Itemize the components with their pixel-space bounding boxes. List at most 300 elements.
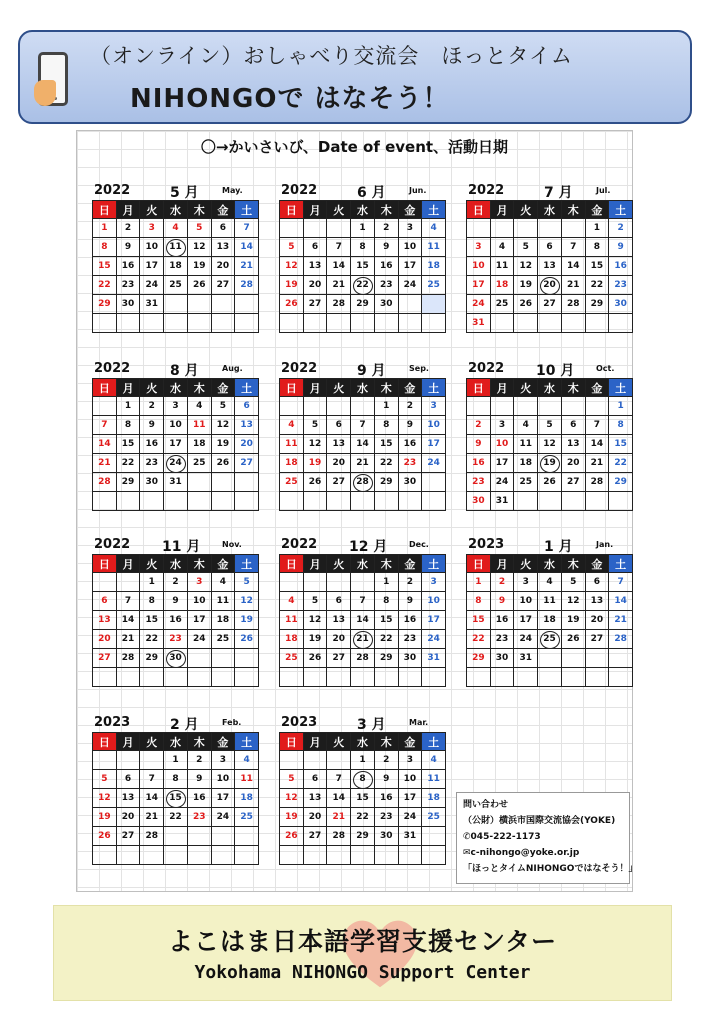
calendar-day: 12 (304, 435, 328, 454)
calendar-day: 11 (538, 592, 562, 611)
calendar-day: 2 (117, 219, 141, 238)
empty-day (164, 314, 188, 333)
calendar-day: 21 (235, 257, 259, 276)
calendar-day: 19 (562, 611, 586, 630)
calendar-day: 26 (304, 649, 328, 668)
month-english: Jul. (596, 186, 611, 195)
calendar-day: 15 (351, 257, 375, 276)
calendar-day: 8 (586, 238, 610, 257)
calendar-day: 23 (375, 276, 399, 295)
empty-day (538, 219, 562, 238)
calendar-day: 18 (491, 276, 515, 295)
calendar-day: 18 (188, 435, 212, 454)
calendar-day: 20 (304, 808, 328, 827)
month-calendar (466, 182, 633, 333)
calendar-legend-title: 〇→かいさいび、Date of event、活動日期 (200, 138, 509, 156)
weekday-header: 月 (304, 201, 328, 219)
calendar-day: 7 (562, 238, 586, 257)
calendar-day: 4 (280, 592, 304, 611)
calendar-day: 6 (562, 416, 586, 435)
calendar-day: 17 (164, 435, 188, 454)
calendar-day: 2 (188, 751, 212, 770)
empty-day (212, 649, 236, 668)
empty-day (375, 492, 399, 511)
contact-note: 「ほっとタイムNIHONGOではなそう！」 (463, 864, 638, 874)
calendar-day: 9 (375, 770, 399, 789)
calendar-day: 23 (140, 454, 164, 473)
event-day: 8 (351, 770, 375, 789)
empty-day (304, 573, 328, 592)
calendar-day: 22 (117, 454, 141, 473)
calendar-day: 29 (140, 649, 164, 668)
event-day: 22 (351, 276, 375, 295)
empty-day (117, 751, 141, 770)
calendar-day: 22 (164, 808, 188, 827)
calendar-day: 5 (188, 219, 212, 238)
empty-day (399, 846, 423, 865)
calendar-day: 24 (140, 276, 164, 295)
calendar-day: 3 (399, 219, 423, 238)
calendar-day: 24 (514, 630, 538, 649)
calendar-day: 8 (117, 416, 141, 435)
weekday-header: 月 (304, 733, 328, 751)
empty-day (609, 492, 633, 511)
calendar-day: 29 (467, 649, 491, 668)
empty-day (280, 397, 304, 416)
calendar-day: 30 (399, 473, 423, 492)
calendar-day: 4 (280, 416, 304, 435)
calendar-day: 24 (212, 808, 236, 827)
weekday-header: 木 (188, 201, 212, 219)
empty-day (327, 751, 351, 770)
month-header (92, 360, 259, 378)
calendar-day: 17 (491, 454, 515, 473)
month-header (466, 182, 633, 200)
calendar-day: 23 (399, 630, 423, 649)
weekday-header: 金 (586, 379, 610, 397)
calendar-day: 4 (514, 416, 538, 435)
calendar-day: 13 (327, 435, 351, 454)
weekday-header: 木 (188, 379, 212, 397)
month-year: 2022 (281, 361, 318, 376)
empty-day (164, 668, 188, 687)
empty-day (514, 492, 538, 511)
empty-day (93, 397, 117, 416)
calendar-day: 3 (188, 573, 212, 592)
empty-day (375, 668, 399, 687)
contact-heading: 問い合わせ (463, 800, 509, 810)
weekday-header: 日 (93, 555, 117, 573)
empty-day (117, 314, 141, 333)
calendar-day: 25 (491, 295, 515, 314)
calendar-day: 21 (117, 630, 141, 649)
empty-day (164, 295, 188, 314)
calendar-day: 9 (188, 770, 212, 789)
empty-day (351, 668, 375, 687)
empty-day (235, 295, 259, 314)
calendar-day: 7 (586, 416, 610, 435)
weekday-header: 月 (117, 379, 141, 397)
calendar-day: 4 (538, 573, 562, 592)
contact-email-row (463, 845, 623, 861)
calendar-day: 20 (212, 257, 236, 276)
weekday-header: 日 (280, 379, 304, 397)
calendar-day: 3 (467, 238, 491, 257)
calendar-day: 1 (375, 573, 399, 592)
calendar-day: 10 (140, 238, 164, 257)
weekday-header: 木 (375, 201, 399, 219)
calendar-day: 7 (327, 238, 351, 257)
calendar-day: 17 (140, 257, 164, 276)
month-number: 7 月 (544, 185, 573, 201)
weekday-header: 金 (586, 201, 610, 219)
weekday-header: 火 (514, 201, 538, 219)
calendar-day: 14 (609, 592, 633, 611)
month-number: 5 月 (170, 185, 199, 201)
calendar-day: 27 (304, 295, 328, 314)
calendar-day: 14 (117, 611, 141, 630)
weekday-header: 水 (164, 201, 188, 219)
calendar-day: 25 (422, 808, 446, 827)
calendar-day: 2 (399, 573, 423, 592)
calendar-day: 28 (609, 630, 633, 649)
calendar-day: 11 (280, 435, 304, 454)
weekday-header: 日 (467, 555, 491, 573)
month-number: 1 月 (544, 539, 573, 555)
calendar-day: 30 (609, 295, 633, 314)
event-day: 30 (164, 649, 188, 668)
calendar-day: 1 (609, 397, 633, 416)
month-calendar (279, 360, 446, 511)
calendar-day: 31 (491, 492, 515, 511)
calendar-day: 27 (117, 827, 141, 846)
empty-day (327, 668, 351, 687)
calendar-day: 9 (164, 592, 188, 611)
month-calendar (466, 360, 633, 511)
weekday-header: 木 (375, 379, 399, 397)
calendar-day: 31 (422, 649, 446, 668)
empty-day (586, 492, 610, 511)
calendar-day: 27 (93, 649, 117, 668)
calendar-day: 28 (93, 473, 117, 492)
empty-day (304, 751, 328, 770)
month-grid (466, 554, 633, 687)
calendar-day: 15 (609, 435, 633, 454)
calendar-day: 14 (327, 789, 351, 808)
calendar-day: 6 (327, 416, 351, 435)
calendar-day: 13 (235, 416, 259, 435)
month-year: 2022 (94, 361, 131, 376)
empty-day (280, 492, 304, 511)
calendar-day: 16 (375, 789, 399, 808)
calendar-day: 14 (235, 238, 259, 257)
calendar-day: 11 (212, 592, 236, 611)
calendar-day: 6 (304, 238, 328, 257)
contact-email[interactable]: c-nihongo@yoke.or.jp (470, 848, 580, 858)
month-calendar (279, 536, 446, 687)
calendar-day: 10 (188, 592, 212, 611)
weekday-header: 土 (235, 555, 259, 573)
calendar-day: 26 (188, 276, 212, 295)
empty-day (586, 397, 610, 416)
calendar-day: 24 (467, 295, 491, 314)
calendar-day: 30 (399, 649, 423, 668)
calendar-day: 15 (140, 611, 164, 630)
weekday-header: 木 (375, 733, 399, 751)
calendar-day: 5 (538, 416, 562, 435)
calendar-day: 3 (491, 416, 515, 435)
calendar-day: 18 (235, 789, 259, 808)
weekday-header: 日 (280, 201, 304, 219)
empty-day (140, 751, 164, 770)
weekday-header: 日 (93, 733, 117, 751)
calendar-day: 30 (375, 827, 399, 846)
month-english: Nov. (222, 540, 242, 549)
calendar-day: 18 (422, 789, 446, 808)
empty-day (609, 668, 633, 687)
month-year: 2022 (94, 183, 131, 198)
empty-day (188, 668, 212, 687)
calendar-day: 31 (514, 649, 538, 668)
empty-day (562, 314, 586, 333)
calendar-day: 23 (375, 808, 399, 827)
calendar-day: 25 (164, 276, 188, 295)
calendar-day: 28 (351, 649, 375, 668)
calendar-day: 11 (188, 416, 212, 435)
calendar-day: 21 (351, 454, 375, 473)
empty-day (327, 573, 351, 592)
calendar-day: 12 (188, 238, 212, 257)
empty-day (188, 846, 212, 865)
month-english: Jan. (596, 540, 614, 549)
calendar-day: 4 (188, 397, 212, 416)
calendar-day: 1 (586, 219, 610, 238)
calendar-day: 31 (140, 295, 164, 314)
empty-day (538, 649, 562, 668)
calendar-day: 23 (467, 473, 491, 492)
calendar-day: 28 (140, 827, 164, 846)
calendar-day: 13 (538, 257, 562, 276)
weekday-header: 土 (235, 733, 259, 751)
weekday-header: 水 (351, 201, 375, 219)
weekday-header: 火 (327, 379, 351, 397)
calendar-day: 13 (212, 238, 236, 257)
month-number: 6 月 (357, 185, 386, 201)
calendar-day: 2 (375, 219, 399, 238)
calendar-day: 7 (117, 592, 141, 611)
calendar-day: 5 (212, 397, 236, 416)
weekday-header: 水 (538, 379, 562, 397)
month-calendar (92, 714, 259, 865)
calendar-day: 18 (538, 611, 562, 630)
calendar-day: 26 (304, 473, 328, 492)
calendar-day: 9 (467, 435, 491, 454)
calendar-day: 24 (491, 473, 515, 492)
calendar-day: 24 (399, 808, 423, 827)
calendar-day: 30 (117, 295, 141, 314)
calendar-day: 17 (188, 611, 212, 630)
calendar-day: 21 (562, 276, 586, 295)
calendar-day: 10 (399, 770, 423, 789)
empty-day (491, 314, 515, 333)
calendar-day: 18 (422, 257, 446, 276)
calendar-day: 4 (422, 751, 446, 770)
empty-day (235, 314, 259, 333)
calendar-day: 16 (609, 257, 633, 276)
event-day: 11 (164, 238, 188, 257)
weekday-header: 火 (327, 733, 351, 751)
weekday-header: 土 (235, 379, 259, 397)
calendar-day: 5 (304, 416, 328, 435)
calendar-day: 16 (399, 611, 423, 630)
calendar-day: 12 (304, 611, 328, 630)
calendar-day: 12 (562, 592, 586, 611)
empty-day (375, 314, 399, 333)
calendar-day: 31 (467, 314, 491, 333)
weekday-header: 金 (212, 379, 236, 397)
contact-phone[interactable]: 045-222-1173 (470, 832, 541, 842)
calendar-day: 20 (327, 630, 351, 649)
empty-day (351, 573, 375, 592)
calendar-day: 1 (164, 751, 188, 770)
empty-day (140, 492, 164, 511)
calendar-day: 2 (140, 397, 164, 416)
weekday-header: 木 (188, 555, 212, 573)
calendar-day: 27 (304, 827, 328, 846)
weekday-header: 月 (117, 201, 141, 219)
contact-org: （公財）横浜市国際交流協会(YOKE) (463, 816, 616, 826)
calendar-day: 26 (562, 630, 586, 649)
calendar-day: 29 (351, 295, 375, 314)
empty-day (235, 492, 259, 511)
event-day: 25 (538, 630, 562, 649)
weekday-header: 火 (327, 201, 351, 219)
empty-day (422, 473, 446, 492)
calendar-day: 10 (491, 435, 515, 454)
calendar-day: 8 (164, 770, 188, 789)
weekday-header: 土 (609, 555, 633, 573)
weekday-header: 土 (422, 733, 446, 751)
calendar-day: 11 (514, 435, 538, 454)
empty-day (514, 397, 538, 416)
calendar-day: 26 (235, 630, 259, 649)
calendar-day: 26 (280, 827, 304, 846)
weekday-header: 火 (140, 555, 164, 573)
calendar-day: 29 (117, 473, 141, 492)
empty-day (609, 649, 633, 668)
calendar-day: 21 (327, 276, 351, 295)
empty-day (304, 314, 328, 333)
calendar-day: 19 (304, 630, 328, 649)
empty-day (188, 295, 212, 314)
empty-day (280, 219, 304, 238)
calendar-day: 19 (235, 611, 259, 630)
month-calendar (92, 360, 259, 511)
empty-day (140, 314, 164, 333)
empty-day (399, 492, 423, 511)
calendar-day: 27 (327, 473, 351, 492)
empty-day (514, 219, 538, 238)
weekday-header: 土 (422, 201, 446, 219)
calendar-day: 12 (93, 789, 117, 808)
calendar-day: 14 (586, 435, 610, 454)
weekday-header: 金 (212, 733, 236, 751)
calendar-day: 3 (514, 573, 538, 592)
calendar-day: 25 (514, 473, 538, 492)
month-header (466, 360, 633, 378)
empty-day (491, 668, 515, 687)
calendar-day: 9 (375, 238, 399, 257)
calendar-day: 17 (399, 257, 423, 276)
calendar-day: 29 (609, 473, 633, 492)
calendar-day: 25 (188, 454, 212, 473)
calendar-day: 13 (586, 592, 610, 611)
empty-day (212, 314, 236, 333)
footer-title-jp: よこはま日本語学習支援センター (167, 927, 557, 956)
month-calendar (279, 182, 446, 333)
empty-day (164, 492, 188, 511)
empty-day (422, 314, 446, 333)
calendar-day: 18 (212, 611, 236, 630)
empty-day (280, 573, 304, 592)
empty-day (212, 668, 236, 687)
empty-day (491, 397, 515, 416)
calendar-day: 19 (188, 257, 212, 276)
calendar-day: 22 (351, 808, 375, 827)
empty-day (467, 397, 491, 416)
calendar-day: 4 (422, 219, 446, 238)
empty-day (304, 219, 328, 238)
calendar-day: 5 (93, 770, 117, 789)
calendar-day: 15 (467, 611, 491, 630)
empty-day (586, 649, 610, 668)
weekday-header: 金 (399, 379, 423, 397)
event-day: 21 (351, 630, 375, 649)
calendar-day: 28 (586, 473, 610, 492)
calendar-day: 10 (164, 416, 188, 435)
calendar-day: 17 (467, 276, 491, 295)
month-english: Aug. (222, 364, 243, 373)
calendar-day: 6 (327, 592, 351, 611)
empty-day (235, 846, 259, 865)
calendar-day: 6 (93, 592, 117, 611)
weekday-header: 日 (280, 733, 304, 751)
calendar-day: 20 (586, 611, 610, 630)
month-header (279, 360, 446, 378)
empty-day (212, 295, 236, 314)
calendar-day: 17 (399, 789, 423, 808)
calendar-day: 21 (327, 808, 351, 827)
weekday-header: 月 (304, 379, 328, 397)
calendar-day: 20 (235, 435, 259, 454)
calendar-day: 12 (538, 435, 562, 454)
empty-day (93, 668, 117, 687)
calendar-day: 6 (117, 770, 141, 789)
weekday-header: 火 (140, 379, 164, 397)
empty-day (562, 219, 586, 238)
calendar-day: 15 (117, 435, 141, 454)
empty-day (327, 397, 351, 416)
empty-day (140, 846, 164, 865)
calendar-day: 10 (399, 238, 423, 257)
calendar-day: 13 (304, 789, 328, 808)
empty-day (491, 219, 515, 238)
month-year: 2022 (468, 361, 505, 376)
month-grid (92, 732, 259, 865)
calendar-day: 22 (93, 276, 117, 295)
calendar-day: 12 (212, 416, 236, 435)
event-day: 15 (164, 789, 188, 808)
